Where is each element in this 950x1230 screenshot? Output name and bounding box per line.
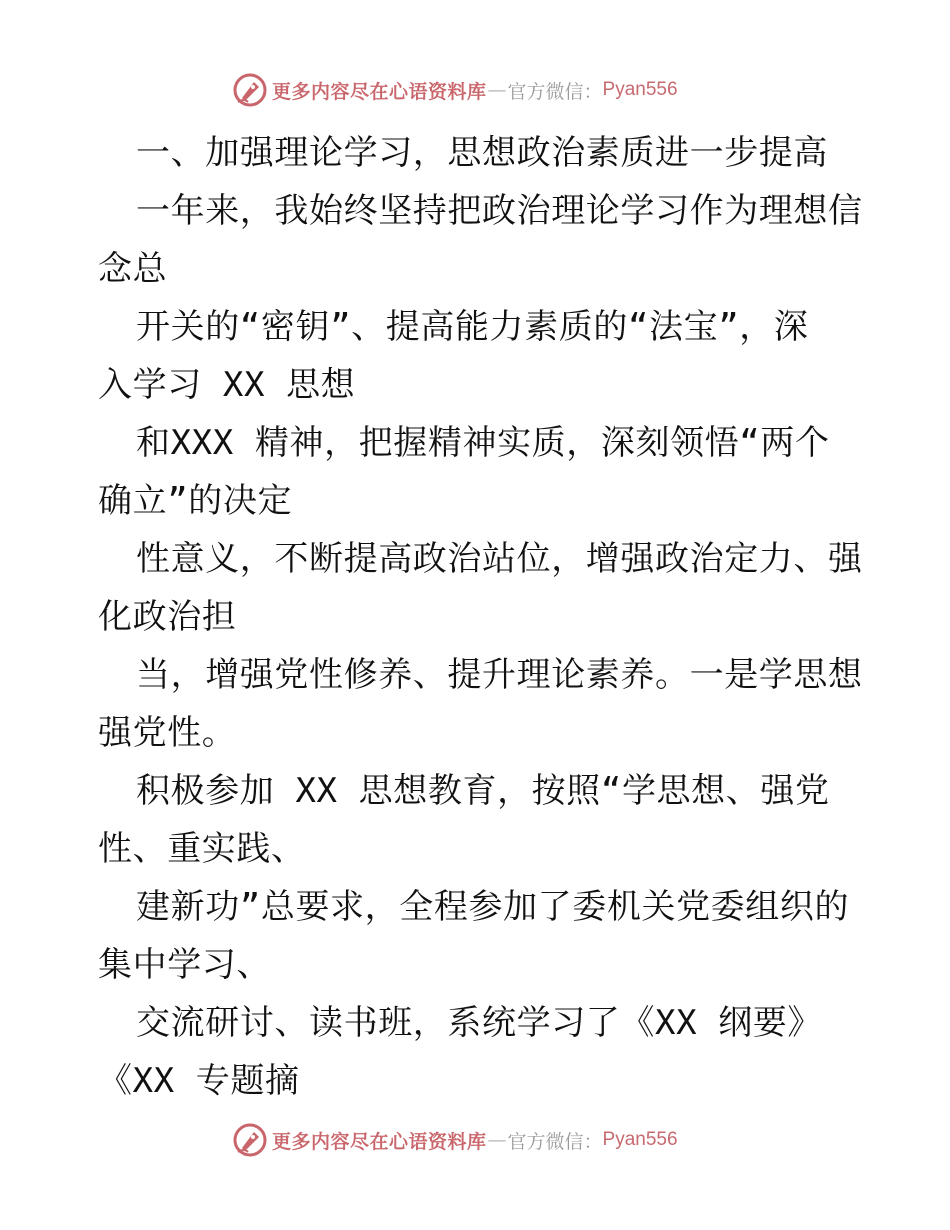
text-line: 性意义，不断提高政治站位，增强政治定力、强 bbox=[136, 539, 863, 579]
text-line: 化政治担 bbox=[98, 597, 237, 637]
text-line: 当，增强党性修养、提升理论素养。一是学思想 bbox=[136, 655, 863, 695]
banner-wechat-id: Pyan556 bbox=[602, 79, 678, 100]
header-banner bbox=[232, 70, 678, 110]
pen-nib-seal-icon bbox=[232, 72, 268, 108]
text-line: 确立”的决定 bbox=[98, 481, 293, 521]
pen-nib-seal-icon bbox=[232, 1122, 268, 1158]
text-line: 《XX 专题摘 bbox=[98, 1061, 300, 1101]
text-line: 积极参加 XX 思想教育，按照“学思想、强党 bbox=[136, 771, 830, 811]
text-line: 一、加强理论学习，思想政治素质进一步提高 bbox=[136, 133, 828, 173]
text-line: 一年来，我始终坚持把政治理论学习作为理想信 bbox=[136, 191, 863, 231]
banner-main-text: 更多内容尽在心语资料库 bbox=[272, 1130, 487, 1153]
text-line: 开关的“密钥”、提高能力素质的“法宝”，深 bbox=[136, 307, 809, 347]
banner-wechat-id: Pyan556 bbox=[602, 1129, 678, 1150]
footer-banner bbox=[232, 1120, 678, 1160]
banner-dash: — bbox=[487, 79, 507, 101]
text-line: 入学习 XX 思想 bbox=[98, 365, 356, 405]
text-line: 强党性。 bbox=[98, 713, 237, 753]
banner-dash: — bbox=[487, 1129, 507, 1151]
banner-wechat-label: 官方微信： bbox=[507, 1130, 603, 1153]
banner-main-text: 更多内容尽在心语资料库 bbox=[272, 80, 487, 103]
banner-wechat-label: 官方微信： bbox=[507, 80, 603, 103]
text-line: 集中学习、 bbox=[98, 945, 271, 985]
text-line: 和XXX 精神，把握精神实质，深刻领悟“两个 bbox=[136, 423, 830, 463]
text-line: 建新功”总要求，全程参加了委机关党委组织的 bbox=[136, 887, 850, 927]
text-line: 交流研讨、读书班，系统学习了《XX 纲要》 bbox=[136, 1003, 823, 1043]
text-line: 性、重实践、 bbox=[98, 829, 306, 869]
text-line: 念总 bbox=[98, 249, 168, 289]
